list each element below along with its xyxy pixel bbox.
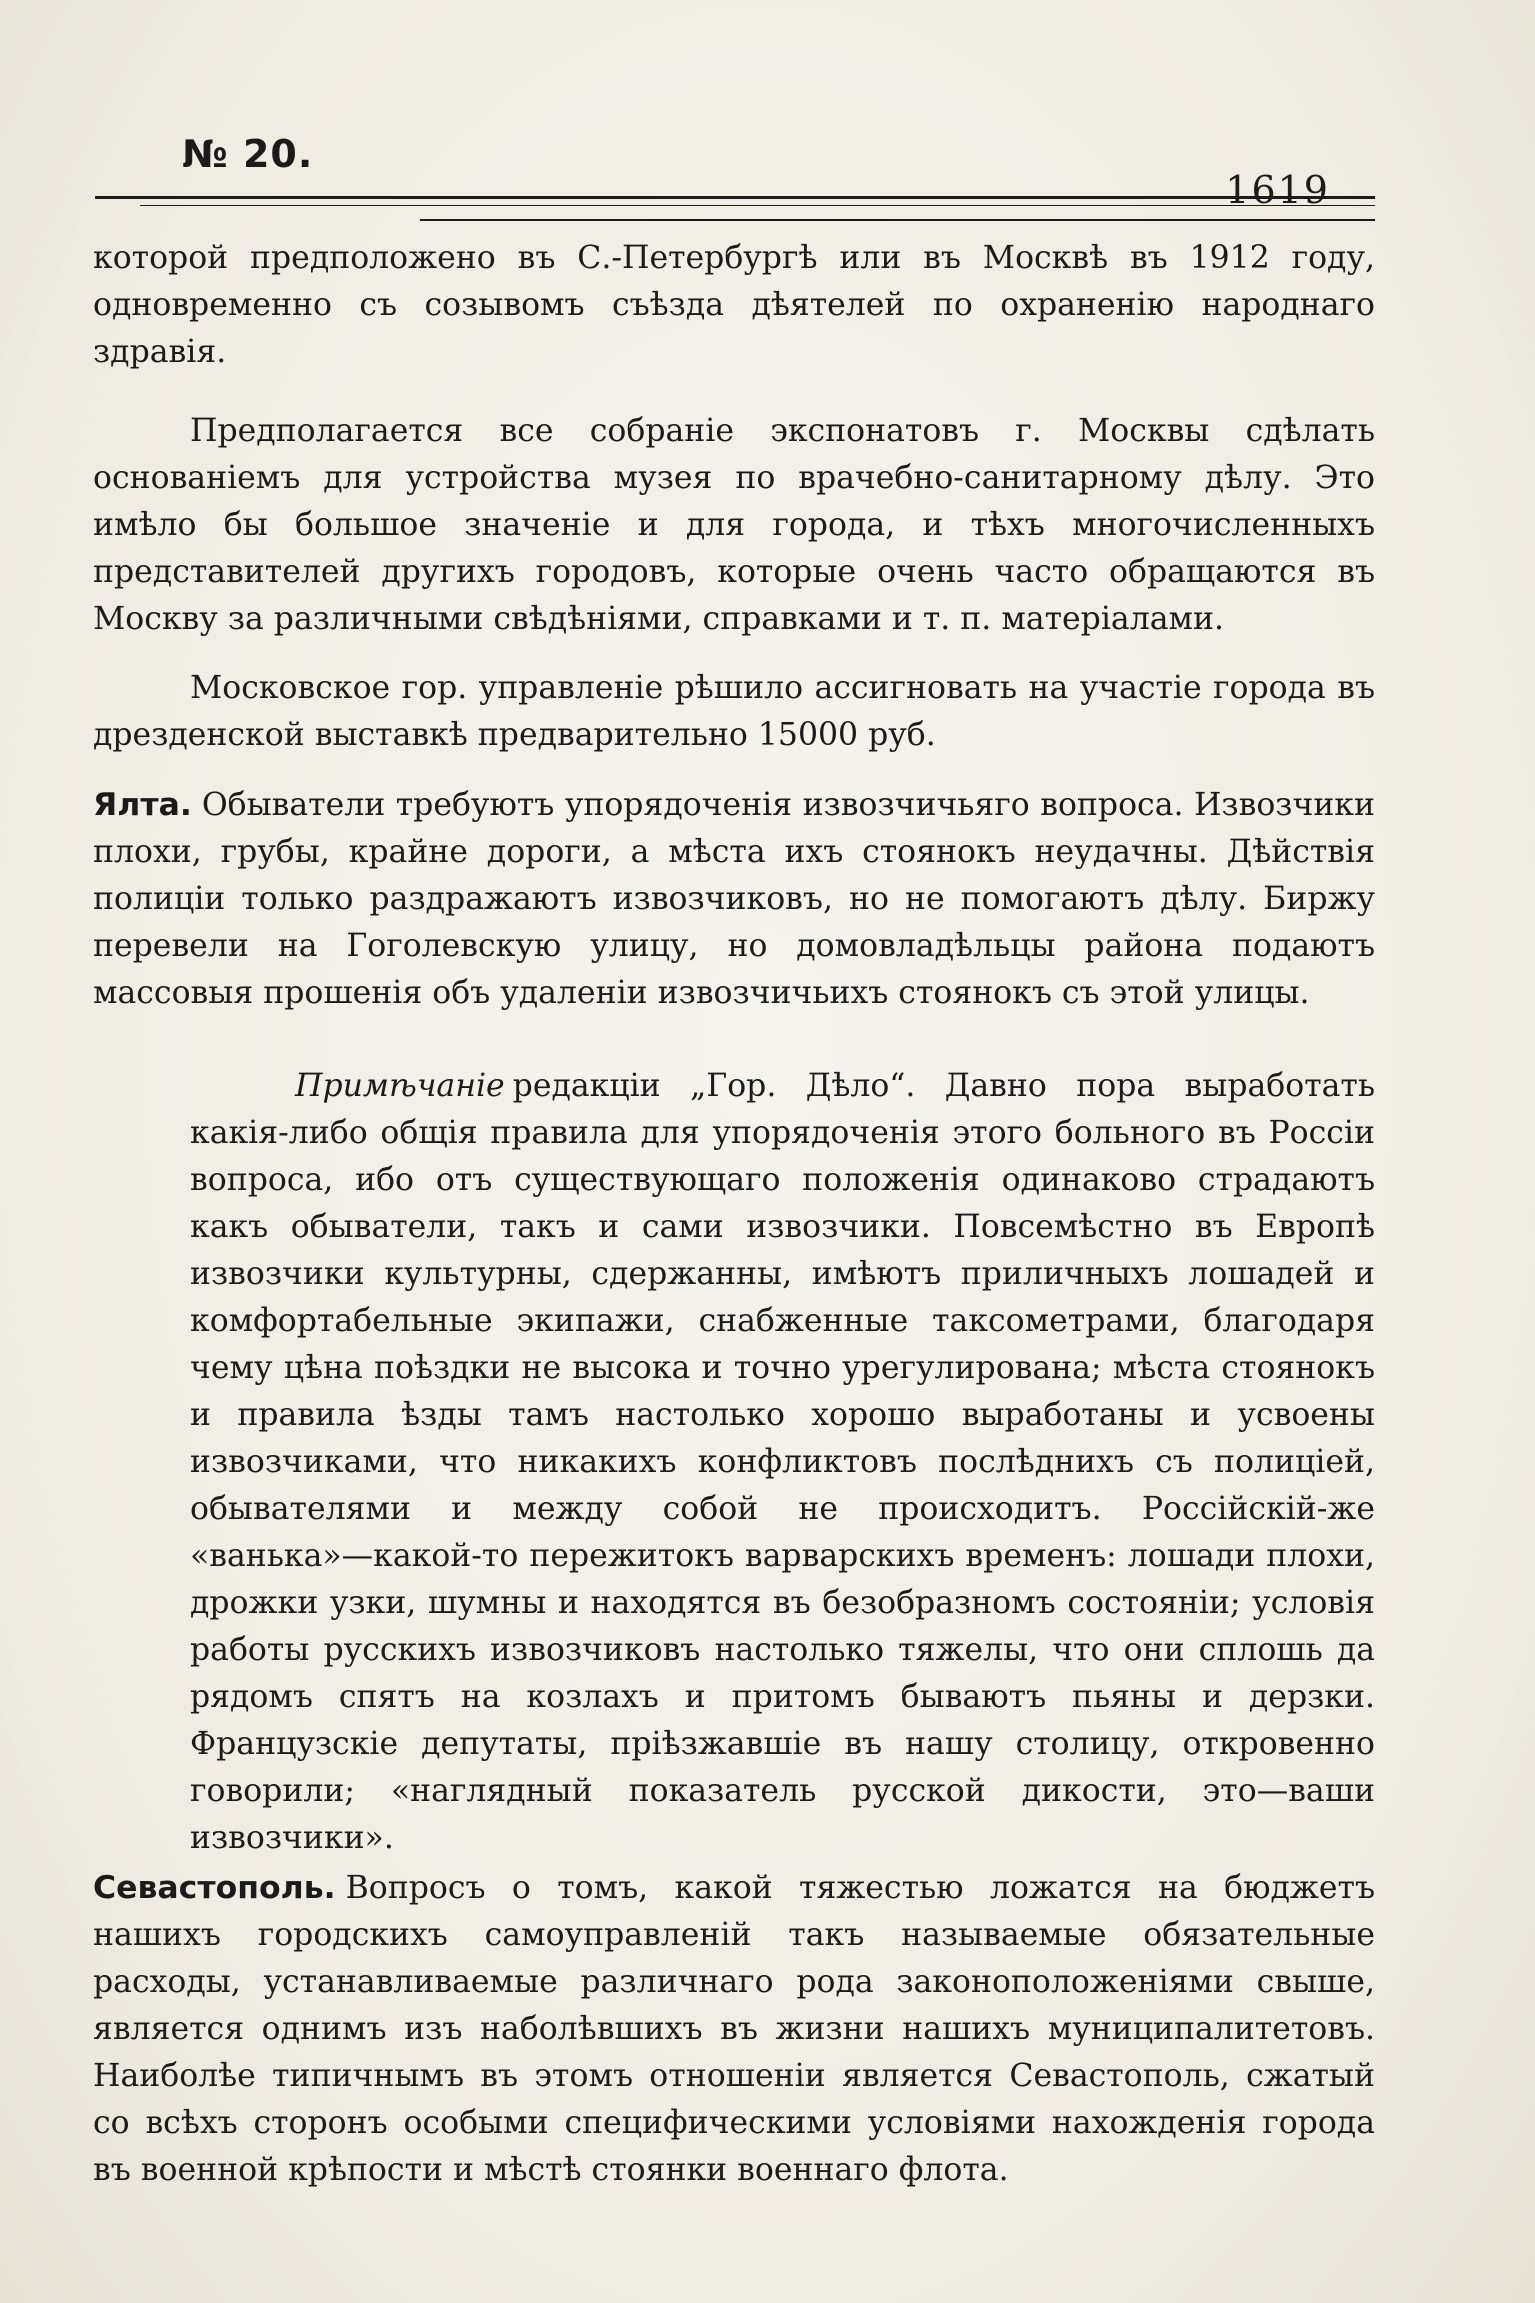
section-heading-sevastopol: Севастополь. <box>93 1870 336 1906</box>
paragraph-sevastopol-text: Вопросъ о томъ, какой тяжестью ложатся на бюджетъ нашихъ городскихъ самоуправленій такъ называемые обязательные расходы, устанавливаемые различнаго рода законоположеніями свыше, является однимъ изъ наболѣвшихъ въ жизни нашихъ муниципалитетовъ. Наиболѣе типичнымъ въ этомъ отношеніи является Севастополь, сжатый со всѣхъ сторонъ особыми специфическими условіями нахожденія города въ военной крѣпости и мѣстѣ стоянки военнаго флота. <box>93 1870 1375 2188</box>
header-rule-thick <box>95 196 1375 199</box>
paragraph-yalta-text: Обыватели требуютъ упорядоченія извозчичьяго вопроса. Извозчики плохи, грубы, крайне дороги, а мѣста ихъ стоянокъ неудачны. Дѣйствія полиціи только раздражаютъ извозчиковъ, но не помогаютъ дѣлу. Биржу перевели на Гоголевскую улицу, но домовладѣльцы района подаютъ массовыя прошенія объ удаленіи извозчичьихъ стоянокъ съ этой улицы. <box>93 787 1375 1011</box>
paragraph-continuation: которой предположено въ С.-Петербургѣ или въ Москвѣ въ 1912 году, одновременно съ созывомъ съѣзда дѣятелей по охраненію народнаго здравія. <box>93 240 1375 370</box>
paragraph-museum: Предполагается все собраніе экспонатовъ г. Москвы сдѣлать основаніемъ для устройства музея по врачебно-санитарному дѣлу. Это имѣло бы большое значеніе и для города, и тѣхъ многочисленныхъ представителей другихъ городовъ, которые очень часто обращаются въ Москву за различными свѣдѣніями, справками и т. п. матеріалами. <box>93 413 1375 637</box>
paragraph-yalta <box>93 782 1375 1017</box>
paragraph-editor-note <box>190 1063 1375 1862</box>
note-label: Примѣчаніе <box>295 1068 505 1104</box>
paragraph-editor-note-text: редакціи „Гор. Дѣло“. Давно пора выработать какія-либо общія правила для упорядоченія этого больного въ Россіи вопроса, ибо отъ существующаго положенія одинаково страдаютъ какъ обыватели, такъ и сами извозчики. Повсемѣстно въ Европѣ извозчики культурны, сдержанны, имѣютъ приличныхъ лошадей и комфортабельные экипажи, снабженные таксометрами, благодаря чему цѣна поѣздки не высока и точно урегулирована; мѣста стоянокъ и правила ѣзды тамъ настолько хорошо выработаны и усвоены извозчиками, что никакихъ конфликтовъ послѣднихъ съ полиціей, обывателями и между собой не происходитъ. Россійскій-же «ванька»—какой-то пережитокъ варварскихъ временъ: лошади плохи, дрожки узки, шумны и находятся въ безобразномъ состояніи; условія работы русскихъ извозчиковъ настолько тяжелы, что они сплошь да рядомъ спятъ на козлахъ и притомъ бываютъ пьяны и дерзки. Французскіе депутаты, пріѣзжавшіе въ нашу столицу, откровенно говорили; «наглядный показатель русской дикости, это—ваши извозчики». <box>190 1068 1375 1856</box>
issue-number: № 20. <box>182 132 314 176</box>
paragraph-sevastopol <box>93 1865 1375 2194</box>
header-rule-lower <box>420 219 1375 221</box>
section-heading-yalta: Ялта. <box>93 787 192 823</box>
page-number: 1619 <box>1225 168 1330 212</box>
paragraph-dresden: Московское гор. управленіе рѣшило ассигновать на участіе города въ дрезденской выставкѣ предварительно 15000 руб. <box>93 670 1375 753</box>
header-rule-thin <box>140 205 1375 206</box>
